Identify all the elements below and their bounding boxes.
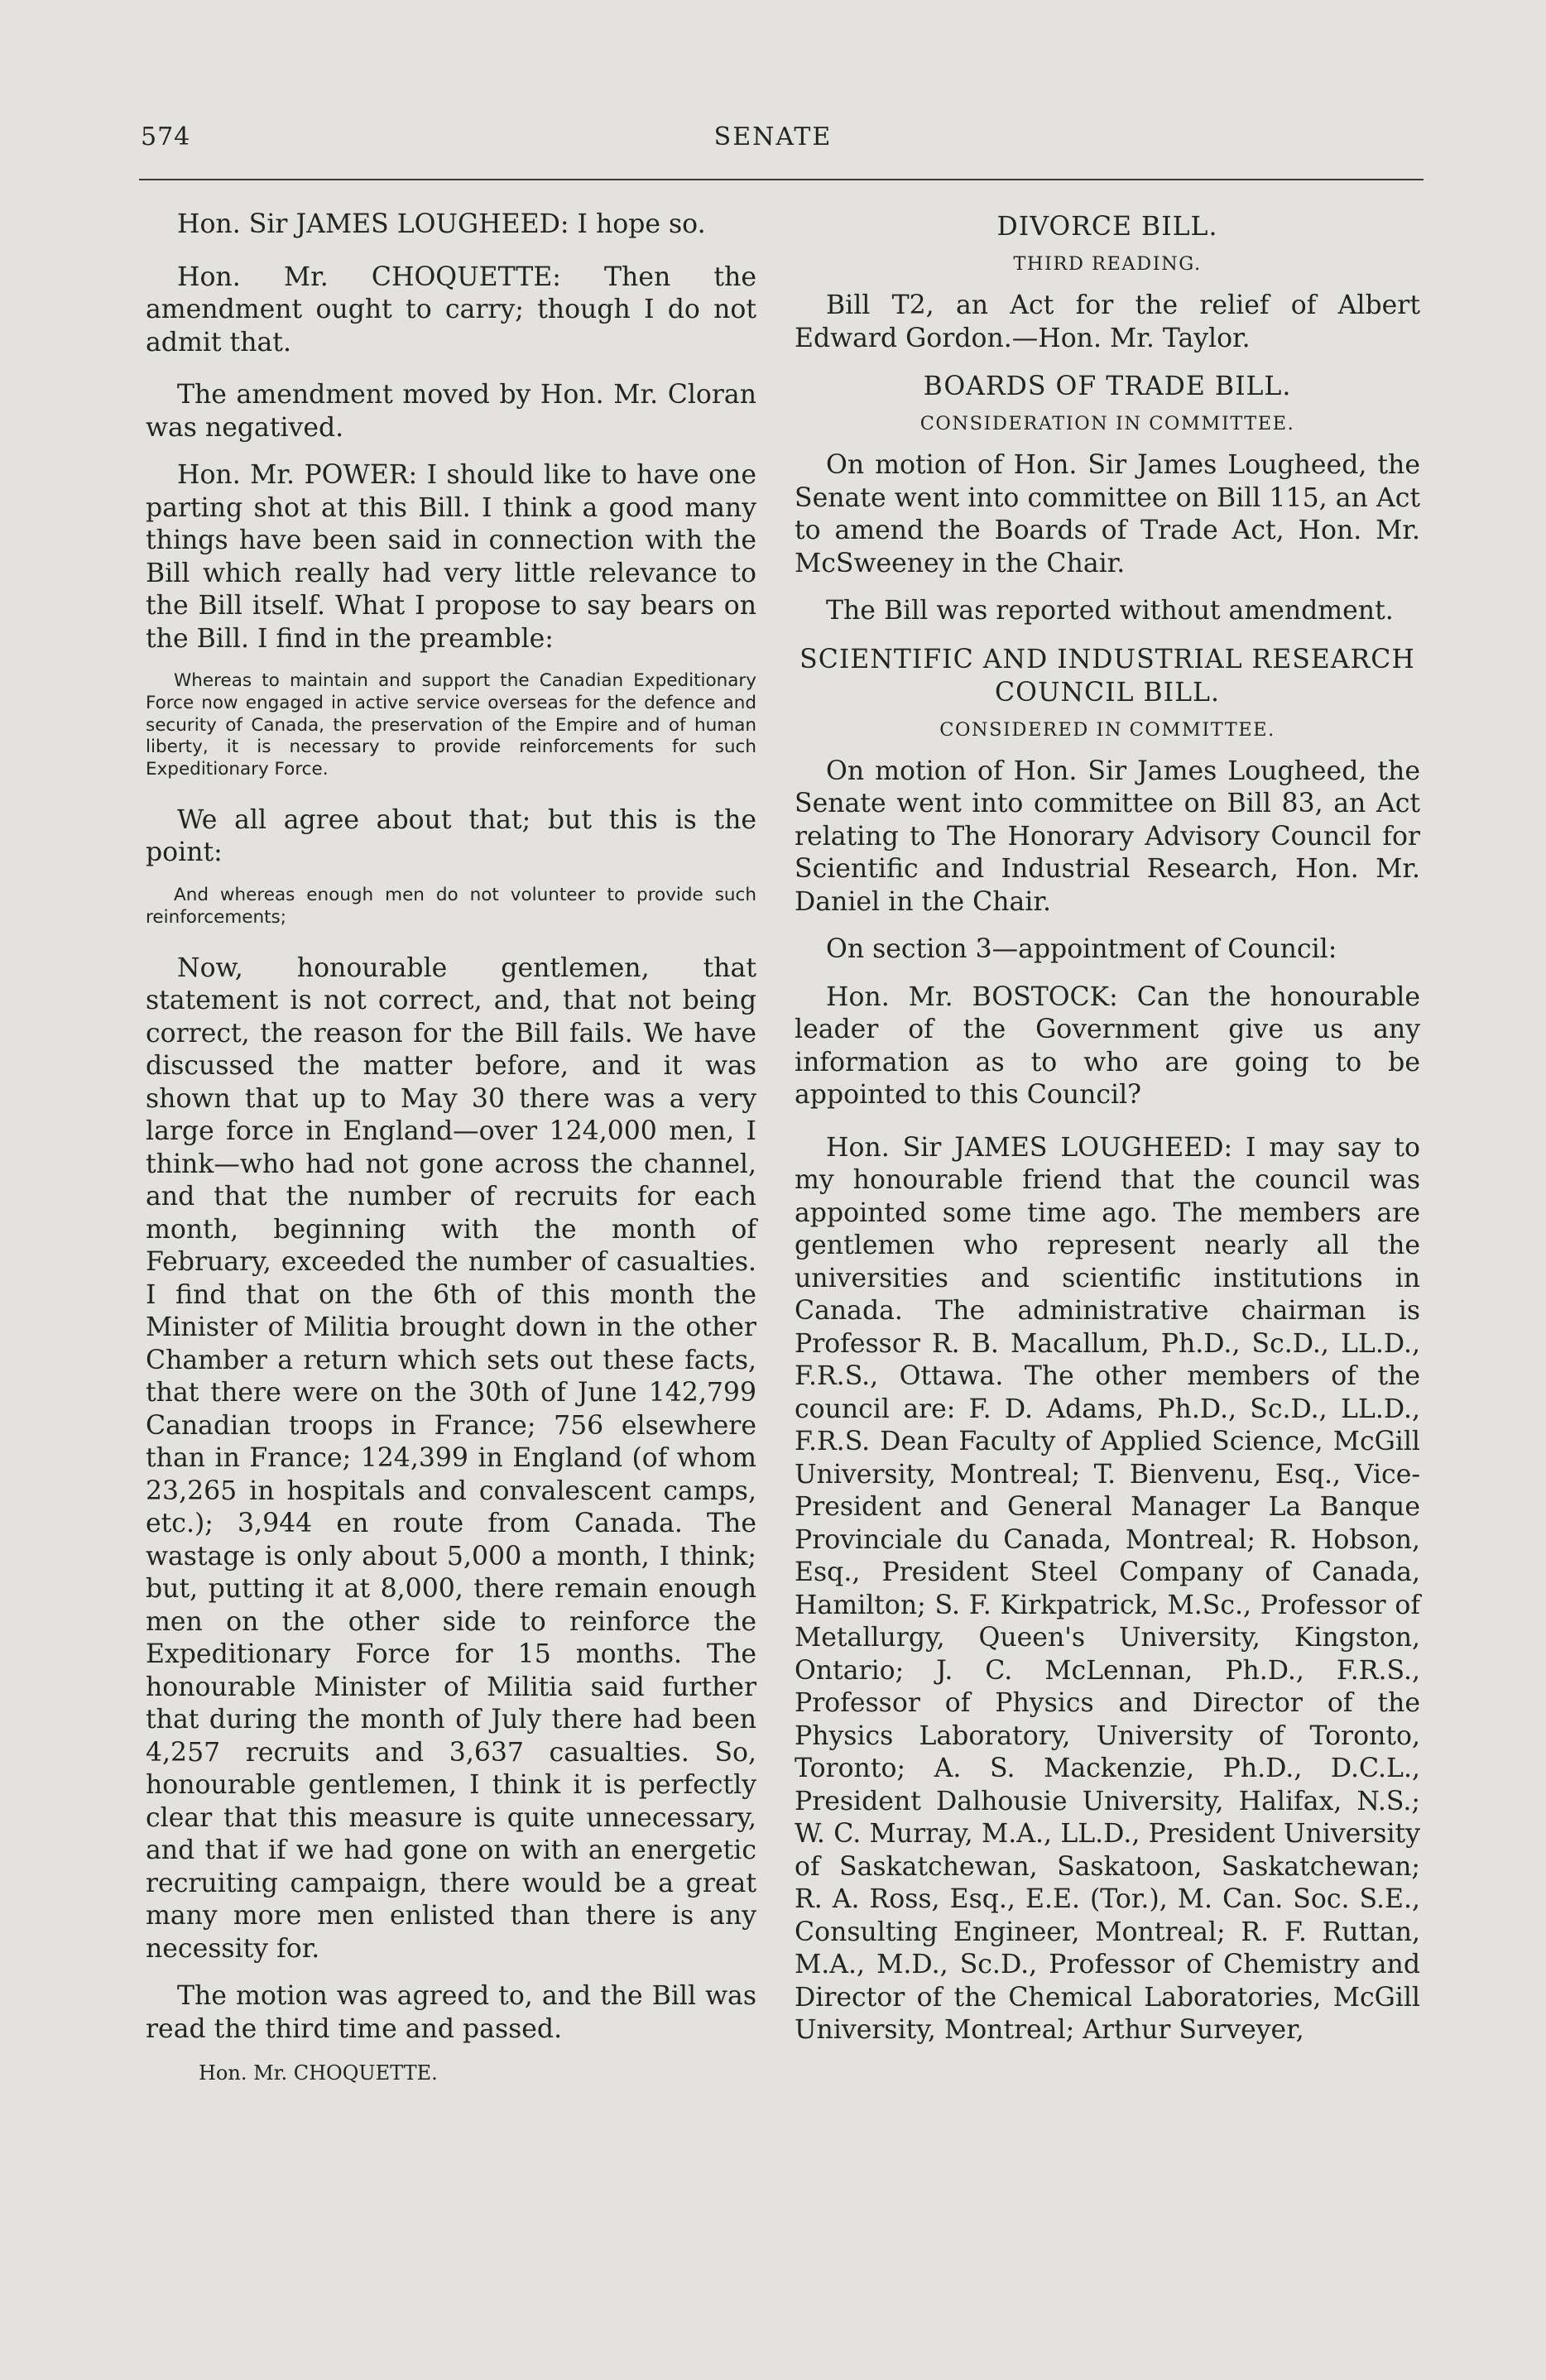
section-heading: BOARDS OF TRADE BILL. xyxy=(923,372,1292,401)
page-number: 574 xyxy=(141,122,191,151)
paragraph: Bill T2, an Act for the relief of Albert Edward Gordon.—Hon. Mr. Taylor. xyxy=(795,290,1420,353)
section-subheading: THIRD READING. xyxy=(1013,253,1202,275)
paragraph: On motion of Hon. Sir James Lougheed, the Senate went into committee on Bill 115, an Act to amend the Boards of Trade Act, Hon. Mr. McSweeney in the Chair. xyxy=(795,450,1420,578)
paragraph: Hon. Mr. POWER: I should like to have one parting shot at this Bill. I think a good many things have been said in connection with the Bill which really had very little relevance to the Bill itself. What I propose to say bears on the Bill. I find in the preamble: xyxy=(146,460,756,654)
left-column xyxy=(146,209,756,2100)
paragraph: On motion of Hon. Sir James Lougheed, the Senate went into committee on Bill 83, an Act relating to The Honorary Advisory Council for Scientific and Industrial Research, Hon. Mr. Daniel in the Chair. xyxy=(795,756,1420,917)
paragraph: The motion was agreed to, and the Bill was read the third time and passed. xyxy=(146,1981,756,2044)
quoted-preamble: And whereas enough men do not volunteer to provide such reinforcements; xyxy=(146,884,756,928)
right-column xyxy=(795,209,1420,2067)
paragraph: The amendment moved by Hon. Mr. Cloran was negatived. xyxy=(146,380,756,443)
quoted-preamble: Whereas to maintain and support the Canadian Expeditionary Force now engaged in active service overseas for the defence and security of Canada, the preservation of the Empire and of human liberty, it is necessary to provide reinforcements for such Expeditionary Force. xyxy=(146,670,756,780)
paragraph: Now, honourable gentlemen, that statement is not correct, and, that not being correct, the reason for the Bill fails. We have discussed the matter before, and it was shown that up to May 30 there was a very large force in England—over 124,000 men, I think—who had not gone across the channel, and that the number of recruits for each month, beginning with the month of February, exceeded the number of casualties. I find that on the 6th of this month the Minister of Militia brought down in the other Chamber a return which sets out these facts, that there were on the 30th of June 142,799 Canadian troops in France; 756 elsewhere than in France; 124,399 in England (of whom 23,265 in hospitals and convalescent camps, etc.); 3,944 en route from Canada. The wastage is only about 5,000 a month, I think; but, putting it at 8,000, there remain enough men on the other side to reinforce the Expeditionary Force for 15 months. The honourable Minister of Militia said further that during the month of July there had been 4,257 recruits and 3,637 casualties. So, honourable gentlemen, I think it is perfectly clear that this measure is quite unnecessary, and that if we had gone on with an energetic recruiting campaign, there would be a great many more men enlisted than there is any necessity for. xyxy=(146,952,756,1964)
speech-paragraph: Hon. Sir JAMES LOUGHEED: I hope so. xyxy=(177,209,706,239)
section-subheading: CONSIDERED IN COMMITTEE. xyxy=(939,718,1275,741)
running-title: SENATE xyxy=(713,122,833,151)
paragraph: On section 3—appointment of Council: xyxy=(826,934,1337,964)
paragraph: We all agree about that; but this is the point: xyxy=(146,804,756,868)
section-heading: DIVORCE BILL. xyxy=(996,212,1218,242)
paragraph: The Bill was reported without amendment. xyxy=(826,596,1394,626)
speech-paragraph: Hon. Mr. BOSTOCK: Can the honourable leader of the Government give us any information as to who are going to be appointed to this Council? xyxy=(795,981,1420,1110)
section-subheading: CONSIDERATION IN COMMITTEE. xyxy=(919,413,1295,434)
speech-paragraph: Hon. Mr. CHOQUETTE: Then the amendment ought to carry; though I do not admit that. xyxy=(146,262,756,357)
section-heading: SCIENTIFIC AND INDUSTRIAL RESEARCH COUNCIL BILL. xyxy=(799,644,1415,708)
header-rule xyxy=(139,179,1424,180)
speaker-line: Hon. Mr. CHOQUETTE. xyxy=(199,2061,438,2085)
speech-paragraph: Hon. Sir JAMES LOUGHEED: I may say to my honourable friend that the council was appointed some time ago. The members are gentlemen who represent nearly all the universities and scientific institutions in Canada. The administrative chairman is Professor R. B. Macallum, Ph.D., Sc.D., LL.D., F.R.S., Ottawa. The other members of the council are: F. D. Adams, Ph.D., Sc.D., LL.D., F.R.S. Dean Faculty of Applied Science, McGill University, Montreal; T. Bienvenu, Esq., Vice-President and General Manager La Banque Provinciale du Canada, Montreal; R. Hobson, Esq., President Steel Company of Canada, Hamilton; S. F. Kirkpatrick, M.Sc., Professor of Metallurgy, Queen's University, Kingston, Ontario; J. C. McLennan, Ph.D., F.R.S., Professor of Physics and Director of the Physics Laboratory, University of Toronto, Toronto; A. S. Mackenzie, Ph.D., D.C.L., President Dalhousie University, Halifax, N.S.; W. C. Murray, M.A., LL.D., President University of Saskatchewan, Saskatoon, Saskatchewan; R. A. Ross, Esq., E.E. (Tor.), M. Can. Soc. S.E., Consulting Engineer, Montreal; R. F. Ruttan, M.A., M.D., Sc.D., Professor of Chemistry and Director of the Chemical Laboratories, McGill University, Montreal; Arthur Surveyer, xyxy=(795,1132,1420,2045)
